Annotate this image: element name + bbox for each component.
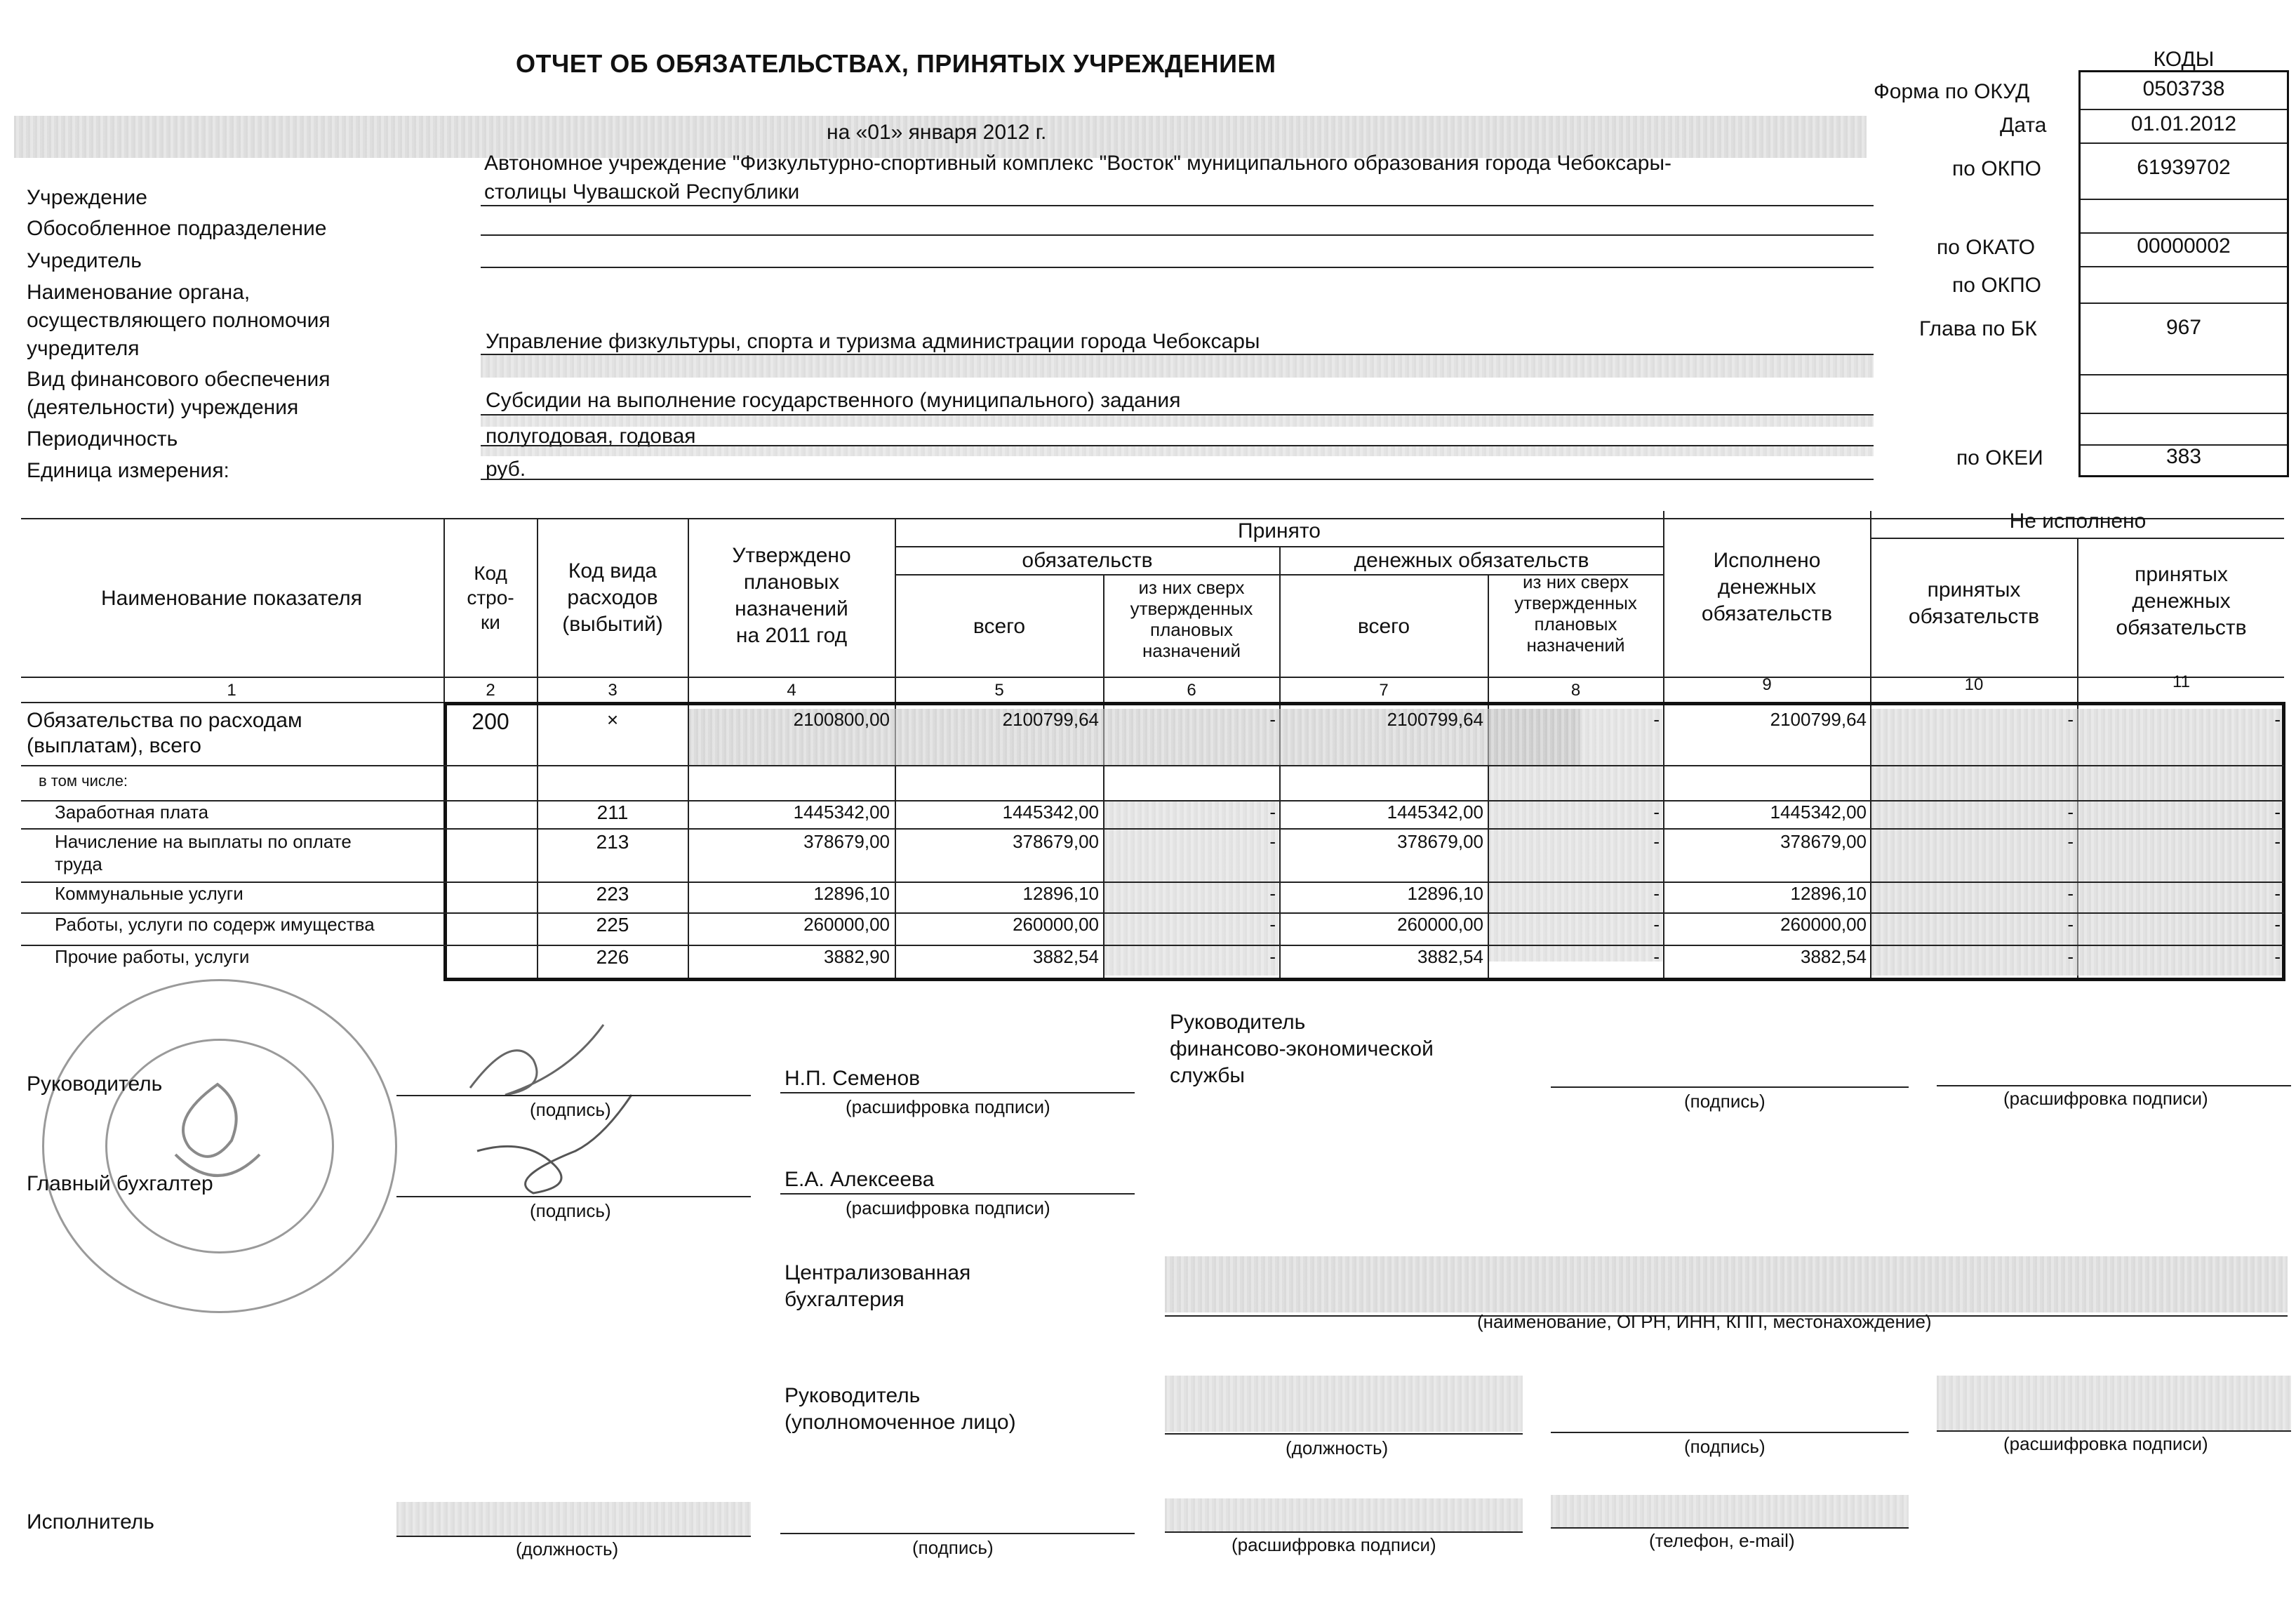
obl-over-h4: назначений: [1142, 640, 1241, 661]
cell-money-over: -: [1653, 802, 1660, 823]
colnum-7: 7: [1379, 681, 1389, 700]
report-date: на «01» января 2012 г.: [827, 121, 1047, 144]
unit-label: Единица измерения:: [27, 459, 229, 482]
col-kind-h3: (выбытий): [562, 613, 663, 636]
col-approved-h2: плановых: [743, 571, 840, 594]
row-code: 200: [472, 709, 509, 734]
col-approved-h4: на 2011 год: [735, 624, 848, 647]
auth-2: (уполномоченное лицо): [785, 1411, 1016, 1434]
cell-obl-total: 2100799,64: [1002, 709, 1099, 730]
col-approved-h3: назначений: [735, 597, 848, 620]
ne-obl-h1: принятых: [1927, 578, 2021, 601]
cell-ne-obl: -: [2067, 883, 2074, 904]
colnum-3: 3: [608, 681, 618, 700]
report-title: ОТЧЕТ ОБ ОБЯЗАТЕЛЬСТВАХ, ПРИНЯТЫХ УЧРЕЖДЕНИЕМ: [516, 49, 1276, 78]
institution-value-1: Автономное учреждение "Физкультурно-спортивный комплекс "Восток" муниципального образования города Чебоксары-: [484, 152, 1672, 175]
cell-ne-money: -: [2274, 831, 2281, 852]
finance-label-2: (деятельности) учреждения: [27, 396, 299, 419]
executor-signature-caption: (подпись): [912, 1537, 994, 1558]
colnum-8: 8: [1570, 681, 1581, 700]
not-executed-header: Не исполнено: [2009, 510, 2147, 533]
cell-money-over: -: [1653, 883, 1660, 904]
row-name: Коммунальные услуги: [55, 883, 243, 904]
obl-total-header: всего: [973, 615, 1026, 638]
period-value: полугодовая, годовая: [486, 425, 696, 448]
cell-approved: 1445342,00: [793, 802, 890, 823]
cell-approved: 3882,90: [824, 946, 890, 967]
cell-ne-money: -: [2274, 883, 2281, 904]
finance-value: Субсидии на выполнение государственного (муниципального) задания: [486, 389, 1181, 412]
row-name: Обязательства по расходам: [27, 709, 302, 732]
cell-ne-money: -: [2274, 914, 2281, 935]
executor-decode-caption: (расшифровка подписи): [1232, 1534, 1436, 1555]
central-caption: (наименование, ОГРН, ИНН, КПП, местонахождение): [1477, 1311, 1932, 1332]
cell-money-over: -: [1653, 831, 1660, 852]
auth-signature-caption: (подпись): [1684, 1436, 1766, 1457]
cell-money-over: -: [1653, 914, 1660, 935]
cell-approved: 260000,00: [803, 914, 890, 935]
auth-1: Руководитель: [785, 1384, 921, 1407]
cell-obl-over: -: [1269, 883, 1276, 904]
cell-approved: 378679,00: [803, 831, 890, 852]
row-kind: 223: [596, 883, 629, 905]
colnum-2: 2: [486, 681, 495, 700]
head-signature-caption: (подпись): [530, 1099, 611, 1120]
authority-value: Управление физкультуры, спорта и туризма администрации города Чебоксары: [486, 330, 1260, 353]
colnum-11: 11: [2172, 672, 2190, 691]
cell-money-over: -: [1653, 709, 1660, 730]
okato-value: 00000002: [2137, 234, 2231, 258]
cell-money-total: 260000,00: [1397, 914, 1483, 935]
cell-money-total: 3882,54: [1417, 946, 1483, 967]
cell-obl-total: 12896,10: [1022, 883, 1099, 904]
fin-decode-caption: (расшифровка подписи): [2003, 1088, 2208, 1109]
obl-over-h1: из них сверх: [1138, 577, 1245, 598]
authority-label-2: осуществляющего полномочия: [27, 309, 331, 332]
cell-money-total: 2100799,64: [1387, 709, 1483, 730]
cell-ne-money: -: [2274, 802, 2281, 823]
cell-ne-money: -: [2274, 946, 2281, 967]
executed-h1: Исполнено: [1713, 549, 1821, 572]
codes-header: КОДЫ: [2153, 48, 2215, 71]
cell-obl-total: 260000,00: [1013, 914, 1099, 935]
institution-value-2: столицы Чувашской Республики: [484, 180, 800, 204]
col-code-h1: Код: [474, 562, 507, 584]
okato-label: по ОКАТО: [1937, 236, 2036, 259]
money-over-h3: плановых: [1534, 613, 1617, 634]
unit-value: руб.: [486, 458, 526, 481]
glava-bk-value: 967: [2165, 316, 2202, 339]
colnum-10: 10: [1964, 675, 1984, 694]
money-over-h1: из них сверх: [1523, 571, 1629, 592]
colnum-5: 5: [994, 681, 1004, 700]
row-name: Начисление на выплаты по оплате: [55, 831, 352, 852]
cell-obl-over: -: [1269, 914, 1276, 935]
cell-executed: 1445342,00: [1770, 802, 1867, 823]
cell-ne-money: -: [2274, 709, 2281, 730]
cell-ne-obl: -: [2067, 914, 2074, 935]
okei-value: 383: [2165, 445, 2202, 468]
col-code-h3: ки: [481, 611, 500, 633]
auth-decode-caption: (расшифровка подписи): [2003, 1433, 2208, 1454]
cell-approved: 12896,10: [813, 883, 890, 904]
cell-ne-obl: -: [2067, 831, 2074, 852]
subdivision-label: Обособленное подразделение: [27, 217, 327, 240]
ne-money-h1: принятых: [2135, 563, 2228, 586]
cell-executed: 12896,10: [1790, 883, 1867, 904]
col-code-h2: стро-: [467, 587, 514, 608]
okud-value: 0503738: [2142, 77, 2225, 100]
chief-acc-name: Е.А. Алексеева: [785, 1168, 935, 1191]
money-obligations-header: денежных обязательств: [1354, 549, 1589, 572]
row-kind: ×: [606, 709, 619, 731]
okpo-label: по ОКПО: [1952, 157, 2041, 180]
ne-obl-h2: обязательств: [1908, 605, 2040, 628]
row-kind: 211: [596, 802, 629, 823]
executor-phone-caption: (телефон, e-mail): [1649, 1530, 1795, 1551]
head-decode-caption: (расшифровка подписи): [846, 1096, 1050, 1117]
cell-executed: 260000,00: [1780, 914, 1867, 935]
money-total-header: всего: [1357, 615, 1410, 638]
cell-ne-obl: -: [2067, 709, 2074, 730]
head-label: Руководитель: [27, 1072, 163, 1096]
row-kind: 225: [596, 914, 629, 936]
central-acc-1: Централизованная: [785, 1261, 971, 1284]
colnum-6: 6: [1187, 681, 1196, 700]
cell-executed: 3882,54: [1801, 946, 1867, 967]
institution-label: Учреждение: [27, 186, 147, 209]
okpo-value: 61939702: [2137, 156, 2231, 179]
authority-label-1: Наименование органа,: [27, 281, 251, 304]
cell-money-total: 1445342,00: [1387, 802, 1483, 823]
cell-executed: 2100799,64: [1770, 709, 1867, 730]
colnum-9: 9: [1762, 675, 1772, 694]
row-kind: 213: [596, 831, 629, 853]
cell-obl-over: -: [1269, 831, 1276, 852]
fin-head-2: финансово-экономической: [1170, 1037, 1434, 1060]
executed-h3: обязательств: [1701, 602, 1833, 625]
col-approved-h1: Утверждено: [732, 544, 851, 567]
chief-acc-label: Главный бухгалтер: [27, 1172, 213, 1195]
fin-head-3: службы: [1170, 1064, 1245, 1087]
date-label: Дата: [2000, 114, 2047, 137]
ne-money-h3: обязательств: [2116, 616, 2247, 639]
cell-obl-over: -: [1269, 946, 1276, 967]
cell-executed: 378679,00: [1780, 831, 1867, 852]
cell-obl-total: 378679,00: [1013, 831, 1099, 852]
auth-position-caption: (должность): [1286, 1437, 1389, 1458]
colnum-4: 4: [787, 681, 796, 700]
period-label: Периодичность: [27, 427, 178, 451]
executor-label: Исполнитель: [27, 1510, 154, 1534]
col-name-header: Наименование показателя: [101, 587, 362, 610]
finance-label-1: Вид финансового обеспечения: [27, 368, 331, 391]
row-name: Заработная плата: [55, 802, 209, 823]
executor-position-caption: (должность): [516, 1538, 619, 1559]
ne-money-h2: денежных: [2132, 590, 2231, 613]
okpo2-label: по ОКПО: [1952, 274, 2041, 297]
obl-over-h3: плановых: [1149, 619, 1234, 640]
obligations-header: обязательств: [1022, 549, 1153, 572]
cell-money-total: 12896,10: [1407, 883, 1483, 904]
cell-money-total: 378679,00: [1397, 831, 1483, 852]
founder-label: Учредитель: [27, 249, 142, 272]
row-kind: 226: [596, 946, 629, 968]
row-name: Прочие работы, услуги: [55, 946, 250, 967]
authority-label-3: учредителя: [27, 337, 140, 360]
cell-approved: 2100800,00: [793, 709, 890, 730]
chief-acc-signature-caption: (подпись): [530, 1200, 611, 1221]
okei-label: по ОКЕИ: [1956, 446, 2043, 470]
col-kind-h2: расходов: [567, 586, 658, 609]
money-over-h2: утвержденных: [1514, 592, 1637, 613]
fin-head-1: Руководитель: [1170, 1011, 1306, 1034]
date-value: 01.01.2012: [2130, 112, 2237, 135]
row-name: Работы, услуги по содерж имущества: [55, 914, 375, 935]
central-acc-2: бухгалтерия: [785, 1288, 905, 1311]
cell-ne-obl: -: [2067, 946, 2074, 967]
money-over-h4: назначений: [1526, 634, 1625, 656]
glava-bk-label: Глава по БК: [1919, 317, 2037, 340]
row-name: (выплатам), всего: [27, 734, 201, 757]
cell-money-over: -: [1653, 946, 1660, 967]
accepted-header: Принято: [1238, 519, 1321, 543]
chief-acc-decode-caption: (расшифровка подписи): [846, 1197, 1050, 1218]
row-name: труда: [55, 853, 102, 874]
cell-obl-total: 1445342,00: [1002, 802, 1099, 823]
fin-signature-caption: (подпись): [1684, 1091, 1766, 1112]
cell-obl-over: -: [1269, 802, 1276, 823]
cell-obl-over: -: [1269, 709, 1276, 730]
head-name: Н.П. Семенов: [785, 1067, 921, 1090]
row-name: в том числе:: [39, 772, 128, 790]
cell-obl-total: 3882,54: [1033, 946, 1099, 967]
colnum-1: 1: [227, 681, 236, 700]
okud-label: Форма по ОКУД: [1874, 80, 2030, 103]
seal-texture: [42, 979, 393, 1309]
col-kind-h1: Код вида: [568, 559, 658, 583]
executed-h2: денежных: [1717, 576, 1817, 599]
obl-over-h2: утвержденных: [1130, 598, 1253, 619]
cell-ne-obl: -: [2067, 802, 2074, 823]
